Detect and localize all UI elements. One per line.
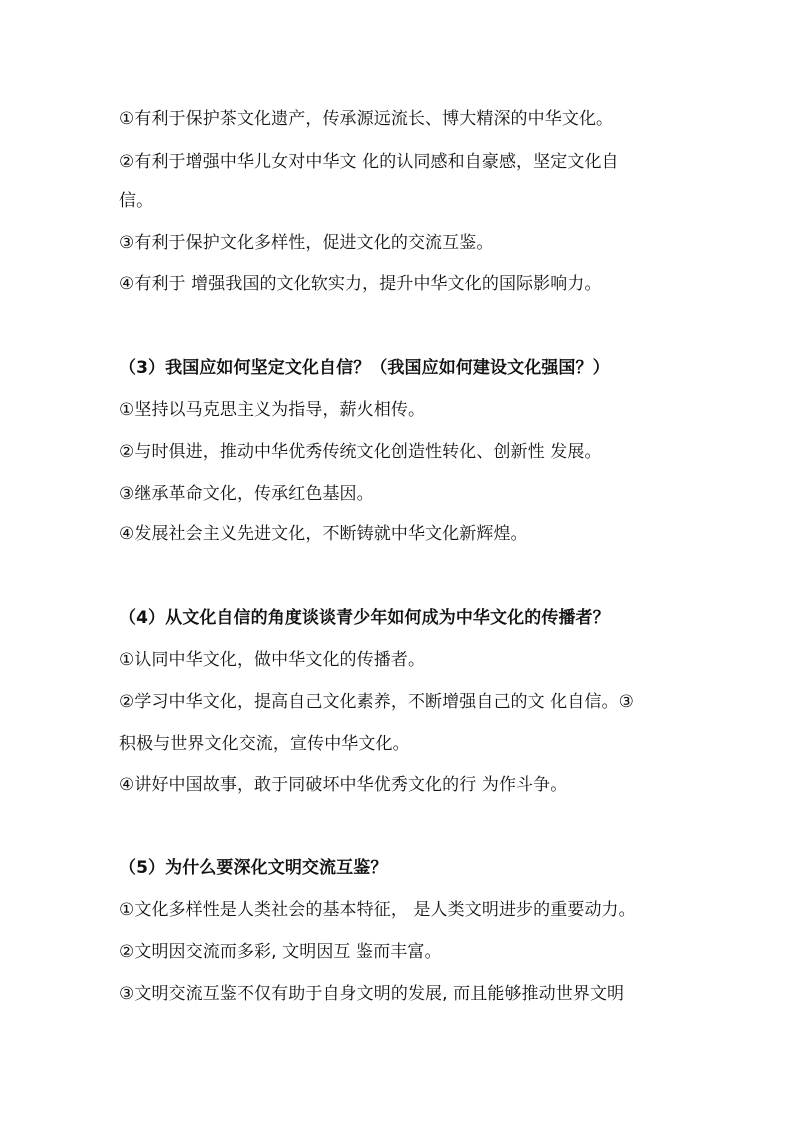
section-2-item-2: ②有利于增强中华儿女对中华文 化的认同感和自豪感，坚定文化自 <box>119 152 619 172</box>
section-3-item-2: ②与时俱进，推动中华优秀传统文化创造性转化、创新性 发展。 <box>119 442 602 462</box>
section-5-item-2: ②文明因交流而多彩, 文明因互 鉴而丰富。 <box>119 942 442 962</box>
section-4-heading: （4）从文化自信的角度谈谈青少年如何成为中华文化的传播者？ <box>119 608 610 628</box>
section-2-item-3: ③有利于保护文化多样性，促进文化的交流互鉴。 <box>119 233 494 253</box>
section-2-item-2-continued: 信。 <box>119 191 154 211</box>
section-2-item-1: ①有利于保护茶文化遗产，传承源远流长、博大精深的中华文化。 <box>119 109 614 129</box>
section-3-item-4: ④发展社会主义先进文化，不断铸就中华文化新辉煌。 <box>119 524 528 544</box>
section-4-item-4: ④讲好中国故事，敢于同破坏中华优秀文化的行 为作斗争。 <box>119 775 568 795</box>
section-4-item-2: ②学习中华文化，提高自己文化素养，不断增强自己的文 化自信。③ <box>119 692 634 712</box>
section-4-item-1: ①认同中华文化，做中华文化的传播者。 <box>119 650 426 670</box>
section-5-item-3: ③文明交流互鉴不仅有助于自身文明的发展, 而且能够推动世界文明 <box>119 984 625 1004</box>
section-2-item-4: ④有利于 增强我国的文化软实力，提升中华文化的国际影响力。 <box>119 274 602 294</box>
section-3-item-1: ①坚持以马克思主义为指导，薪火相传。 <box>119 400 426 420</box>
section-5-heading: （5）为什么要深化文明交流互鉴？ <box>119 858 388 878</box>
section-4-item-3: 积极与世界文化交流，宣传中华文化。 <box>119 734 410 754</box>
section-3-item-3: ③继承革命文化，传承红色基因。 <box>119 484 374 504</box>
section-3-heading: （3）我国应如何坚定文化自信？（我国应如何建设文化强国？） <box>119 358 610 378</box>
section-5-item-1: ①文化多样性是人类社会的基本特征， 是人类文明进步的重要动力。 <box>119 900 636 920</box>
